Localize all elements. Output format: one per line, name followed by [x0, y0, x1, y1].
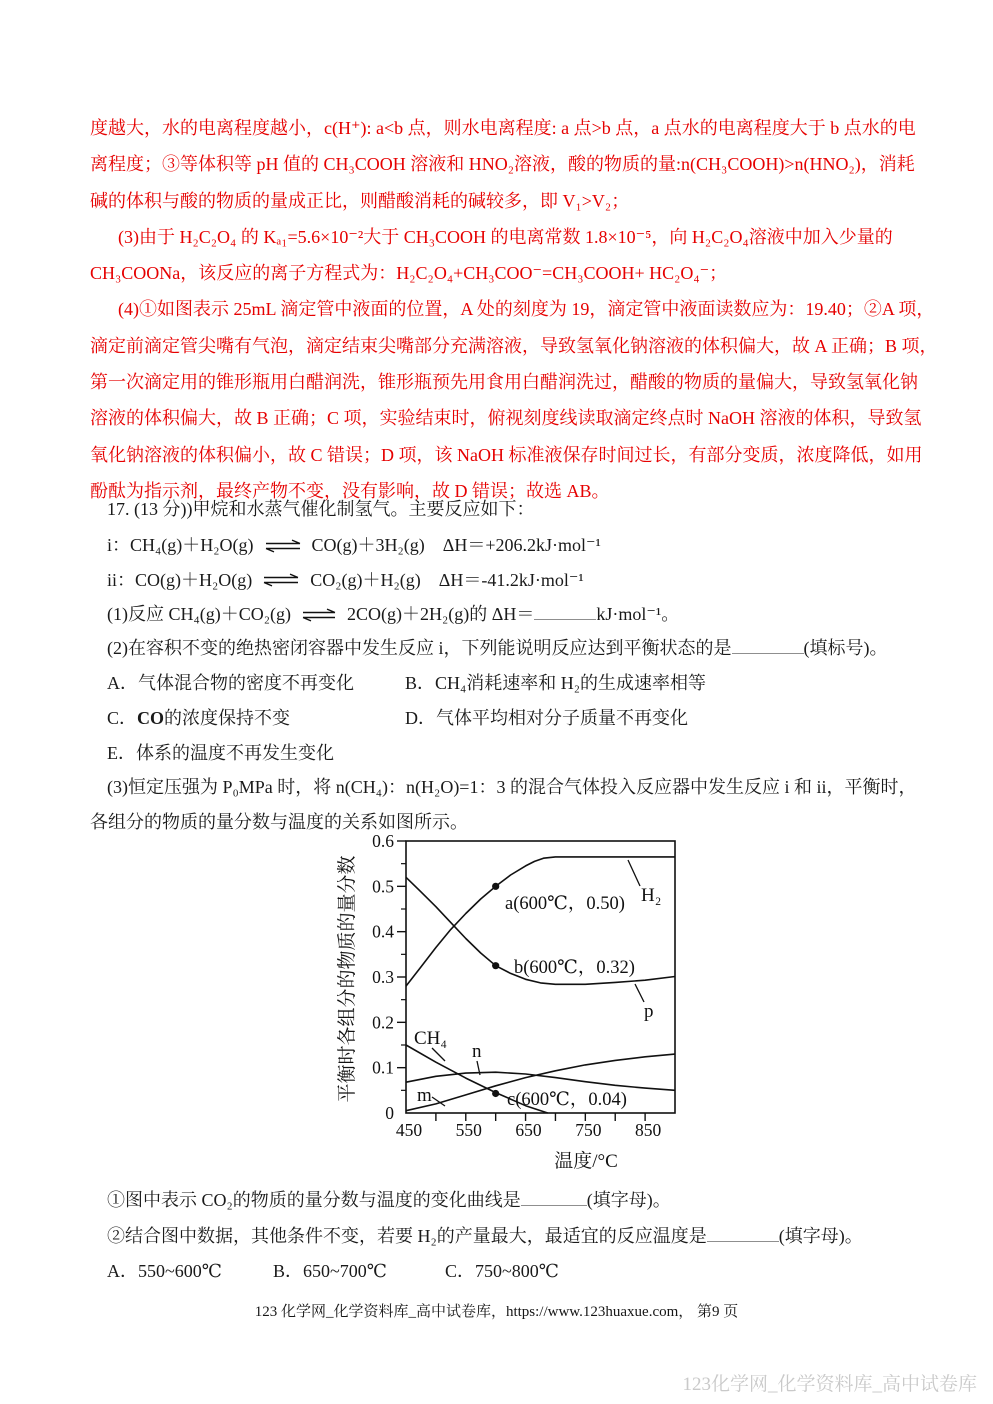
- analysis-line: 滴定前滴定管尖嘴有气泡，滴定结束尖嘴部分充满溶液，导致氢氧化钠溶液的体积偏大，故 A 正确；B 项，: [90, 335, 938, 356]
- options-row-1: [90, 666, 925, 701]
- reaction-i-rhs: CO(g)＋3H₂(g) ΔH＝+206.2kJ·mol⁻¹: [311, 534, 601, 555]
- chart-series-label: H₂: [641, 885, 662, 906]
- sub-question-1-unit: kJ·mol⁻¹。: [596, 604, 680, 625]
- y-axis-tick-label: 0: [385, 1103, 394, 1123]
- chart-sub-question-1: [90, 1183, 925, 1219]
- chart-point-label-b: b(600℃，0.32): [514, 958, 635, 978]
- sub-question-2-text: (2)在容积不变的绝热密闭容器中发生反应 i，下列能说明反应达到平衡状态的是: [107, 638, 732, 659]
- sub-question-2: [90, 631, 925, 666]
- analysis-line: (3)由于 H₂C₂O₄ 的 Kₐ₁=5.6×10⁻²大于 CH₃COOH 的电离常数 1.8×10⁻⁵，向 H₂C₂O₄溶液中加入少量的: [118, 226, 893, 247]
- answer-blank[interactable]: [521, 1190, 587, 1206]
- chart-point-label-a: a(600℃，0.50): [505, 894, 625, 914]
- analysis-line: 离程度；③等体积等 pH 值的 CH₃COOH 溶液和 HNO₂溶液，酸的物质的量:n(CH₃COOH)>n(HNO₂)，消耗: [90, 154, 915, 175]
- question-17-intro: 17. (13 分))甲烷和水蒸气催化制氢气。主要反应如下：: [107, 499, 535, 519]
- y-axis-tick-label: 0.3: [372, 967, 394, 987]
- chart-sub-question-2: [90, 1219, 925, 1255]
- option-c-prefix: C．: [107, 707, 138, 728]
- chart-series-leader-line: [635, 984, 644, 1002]
- chart-point-label-c: c(600℃，0.04): [507, 1090, 627, 1110]
- chart-sub-questions-block: [90, 1183, 925, 1290]
- sub-question-2-suffix: (填标号)。: [803, 638, 888, 659]
- reaction-i-lhs: i：CH₄(g)＋H₂O(g): [107, 534, 254, 555]
- chart-sub-question-1-suffix: (填字母)。: [586, 1190, 671, 1210]
- x-axis-tick-label: 450: [395, 1120, 423, 1140]
- chart-point-dot-c: [492, 1090, 499, 1097]
- chart-sub-question-2-text: ②结合图中数据，其他条件不变，若要 H₂的产量最大，最适宜的反应温度是: [107, 1225, 707, 1246]
- chart-point-dot-b: [492, 962, 499, 969]
- option-c-rest: 的浓度保持不变: [164, 707, 291, 728]
- analysis-line: 度越大，水的电离程度越小，c(H⁺): a<b 点，则水电离程度: a 点>b 点，a 点水的电离程度大于 b 点水的电: [90, 118, 916, 138]
- chart-series-label: p: [644, 1001, 654, 1022]
- analysis-line: CH₃COONa，该反应的离子方程式为：H₂C₂O₄+CH₃COO⁻=CH₃COOH+ HC₂O₄⁻；: [90, 263, 728, 284]
- sub-question-3-line-2: 各组分的物质的量分数与温度的关系如图所示。: [90, 812, 468, 833]
- chart-series-leader-line: [432, 1048, 445, 1061]
- temperature-options-row: [90, 1254, 925, 1290]
- analysis-line: 第一次滴定用的锥形瓶用白醋润洗，锥形瓶预先用食用白醋润洗过，醋酸的物质的量偏大，导致氢氧化钠: [90, 372, 918, 393]
- chart-canvas: [333, 833, 705, 1181]
- equilibrium-arrow-icon: [300, 596, 338, 631]
- analysis-line: 碱的体积与酸的物质的量成正比，则醋酸消耗的碱较多，即 V₁>V₂；: [90, 190, 630, 211]
- x-axis-title: 温度/°C: [554, 1151, 618, 1172]
- option-c: [107, 701, 405, 736]
- page-footer: 123 化学网_化学资料库_高中试卷库，https://www.123huaxue.com， 第9 页: [254, 1304, 739, 1320]
- option-e: E．体系的温度不再发生变化: [107, 742, 334, 763]
- y-axis-tick-label: 0.6: [372, 833, 394, 851]
- equilibrium-arrow-icon: [261, 562, 301, 597]
- analysis-line: (4)①如图表示 25mL 滴定管中液面的位置，A 处的刻度为 19，滴定管中液面读数应为：19.40；②A 项，: [118, 299, 935, 320]
- sub-question-1: [90, 596, 925, 631]
- chart-series-label: m: [417, 1085, 432, 1106]
- chart-series-label: n: [472, 1041, 482, 1062]
- analysis-line: 酚酞为指示剂，最终产物不变，没有影响，故 D 错误；故选 AB。: [90, 480, 610, 501]
- temp-option-a: A．550~600℃: [107, 1261, 222, 1281]
- answer-blank[interactable]: [707, 1226, 779, 1242]
- reaction-ii-lhs: ii：CO(g)＋H₂O(g): [107, 569, 253, 590]
- chart-series-label: CH₄: [414, 1028, 448, 1049]
- answer-blank[interactable]: [732, 638, 804, 654]
- y-axis-tick-label: 0.5: [372, 876, 394, 897]
- y-axis-title: 平衡时各组分的物质的量分数: [337, 855, 358, 1103]
- site-watermark: 123化学网_化学资料库_高中试卷库: [682, 1374, 977, 1395]
- options-row-2: [90, 701, 925, 736]
- chart-series-leader-line: [628, 860, 640, 886]
- x-axis-tick-label: 650: [515, 1120, 542, 1140]
- option-c-bold: CO: [137, 707, 165, 728]
- reaction-ii: [90, 562, 925, 597]
- answer-blank[interactable]: [534, 604, 596, 620]
- option-b: B．CH₄消耗速率和 H₂的生成速率相等: [405, 672, 707, 693]
- sub-question-1-rhs: 2CO(g)＋2H₂(g)的 ΔH＝: [347, 604, 535, 625]
- option-a: A．气体混合物的密度不再变化: [107, 672, 354, 693]
- x-axis-tick-label: 850: [634, 1120, 662, 1140]
- chart-sub-question-2-suffix: (填字母)。: [778, 1225, 863, 1246]
- option-d: D．气体平均相对分子质量不再变化: [405, 707, 688, 728]
- sub-question-1-lhs: (1)反应 CH₄(g)＋CO₂(g): [107, 604, 292, 625]
- answer-analysis-block: [90, 110, 938, 509]
- analysis-line: 溶液的体积偏大，故 B 正确；C 项，实验结束时，俯视刻度线读取滴定终点时 NaOH 溶液的体积，导致氢: [90, 408, 922, 429]
- x-axis-tick-label: 750: [575, 1120, 602, 1140]
- temp-option-b: B．650~700℃: [273, 1261, 387, 1281]
- y-axis-tick-label: 0.1: [372, 1057, 394, 1078]
- equilibrium-mole-fraction-chart: [333, 833, 705, 1181]
- temp-option-c: C．750~800℃: [445, 1261, 559, 1281]
- reaction-ii-rhs: CO₂(g)＋H₂(g) ΔH＝-41.2kJ·mol⁻¹: [310, 569, 584, 590]
- sub-question-3-line-1: (3)恒定压强为 P₀MPa 时，将 n(CH₄)：n(H₂O)=1：3 的混合气体投入反应器中发生反应 i 和 ii，平衡时，: [107, 777, 917, 798]
- reaction-i: [90, 527, 925, 562]
- chart-sub-question-1-text: ①图中表示 CO₂的物质的量分数与温度的变化曲线是: [107, 1190, 521, 1210]
- analysis-line: 氧化钠溶液的体积偏小，故 C 错误；D 项，该 NaOH 标准液保存时间过长，有部分变质，浓度降低，如用: [90, 444, 923, 465]
- y-axis-tick-label: 0.2: [372, 1012, 394, 1033]
- chart-point-dot-a: [492, 883, 499, 890]
- question-17-block: [90, 492, 925, 840]
- x-axis-tick-label: 550: [455, 1120, 482, 1140]
- y-axis-tick-label: 0.4: [372, 921, 394, 942]
- equilibrium-arrow-icon: [263, 527, 303, 562]
